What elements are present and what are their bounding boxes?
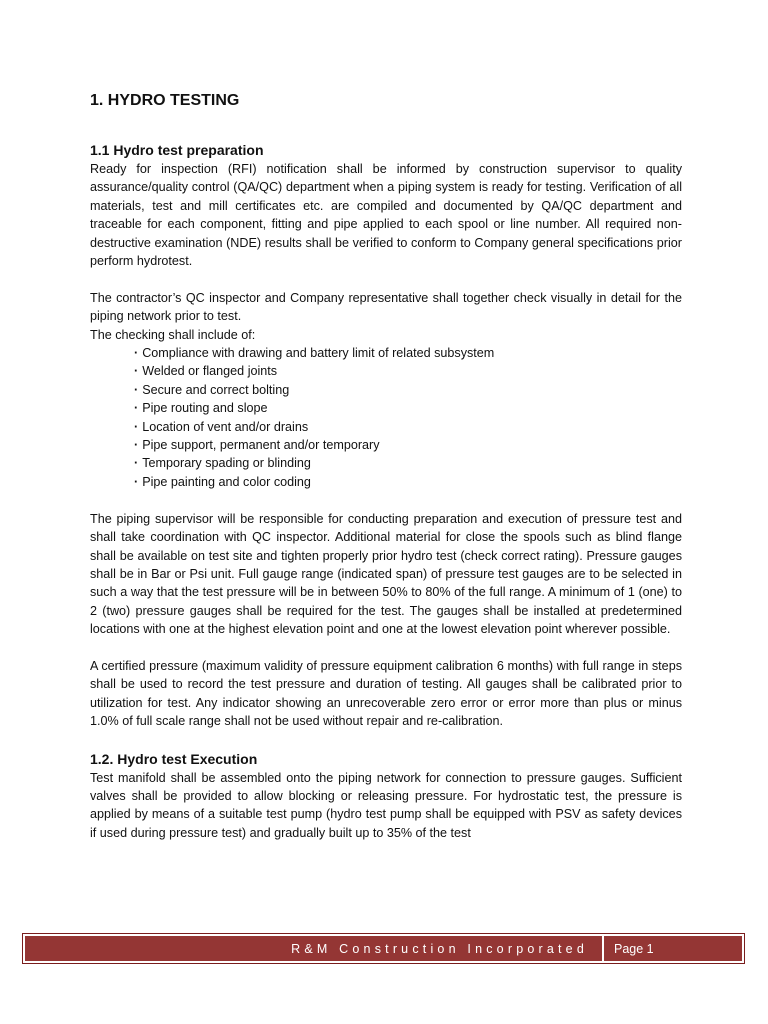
checklist — [90, 344, 682, 491]
paragraph-execution: Test manifold shall be assembled onto the piping network for connection to pressure gauges. Sufficient valves shall be provided to allow blocking or releasing pressure. For hydrostatic test, the pressure is applied by means of a suitable test pump (hydro test pump shall be equipped with PSV as safety devices if used during pressure test) and gradually built up to 35% of the test — [90, 770, 682, 840]
paragraph-visual-check: The contractor’s QC inspector and Company representative shall together check visually in detail for the piping network prior to test. — [90, 290, 682, 324]
checklist-item: · Pipe routing and slope — [134, 399, 682, 417]
footer-company-name: R&M Construction Incorporated — [25, 936, 602, 961]
document-body — [90, 90, 682, 842]
checklist-item: · Pipe painting and color coding — [134, 473, 682, 491]
checklist-item: · Temporary spading or blinding — [134, 454, 682, 472]
paragraph-rfi: Ready for inspection (RFI) notification shall be informed by construction supervisor to quality assurance/quality control (QA/QC) department when a piping system is ready for testing. Verification of all materials, test and mill certificates etc. are compiled and documented by QA/QC department and traceable for each component, fitting and pipe applied to each spool or line number. All required non-destructive examination (NDE) results shall be verified to conform to Company general specifications prior perform hydrotest. — [90, 162, 682, 269]
section-heading-1-1: 1.1 Hydro test preparation — [90, 142, 264, 158]
checklist-item: · Location of vent and/or drains — [134, 418, 682, 436]
checklist-item: · Pipe support, permanent and/or temporary — [134, 436, 682, 454]
footer-page-number: Page 1 — [604, 936, 742, 961]
checklist-item: · Welded or flanged joints — [134, 362, 682, 380]
paragraph-checking-intro: The checking shall include of: — [90, 327, 256, 342]
paragraph-calibration: A certified pressure (maximum validity of pressure equipment calibration 6 months) with full range in steps shall be used to record the test pressure and duration of testing. All gauges shall be calibrated prior to utilization for test. Any indicator showing an unrecoverable zero error or error more than plus or minus 1.0% of full scale range shall not be used without repair and re-calibration. — [90, 658, 682, 729]
page-footer — [22, 933, 745, 964]
checklist-item: · Secure and correct bolting — [134, 381, 682, 399]
document-title: 1. HYDRO TESTING — [90, 92, 240, 109]
section-heading-1-2: 1.2. Hydro test Execution — [90, 750, 258, 767]
paragraph-supervisor: The piping supervisor will be responsible for conducting preparation and execution of pressure test and shall take coordination with QC inspector. Additional material for close the spools such as blind flange shall be available on test site and tighten properly prior hydro test (check correct rating). Pressure gauges shall be in Bar or Psi unit. Full gauge range (indicated span) of pressure test gauges are to be selected in such a way that the test pressure will be in between 50% to 80% of the full range. A minimum of 1 (one) to 2 (two) pressure gauges shall be required for the test. The gauges shall be installed at predetermined locations with one at the highest elevation point and one at the lowest elevation point wherever possible. — [90, 511, 682, 637]
checklist-item: · Compliance with drawing and battery limit of related subsystem — [134, 344, 682, 362]
